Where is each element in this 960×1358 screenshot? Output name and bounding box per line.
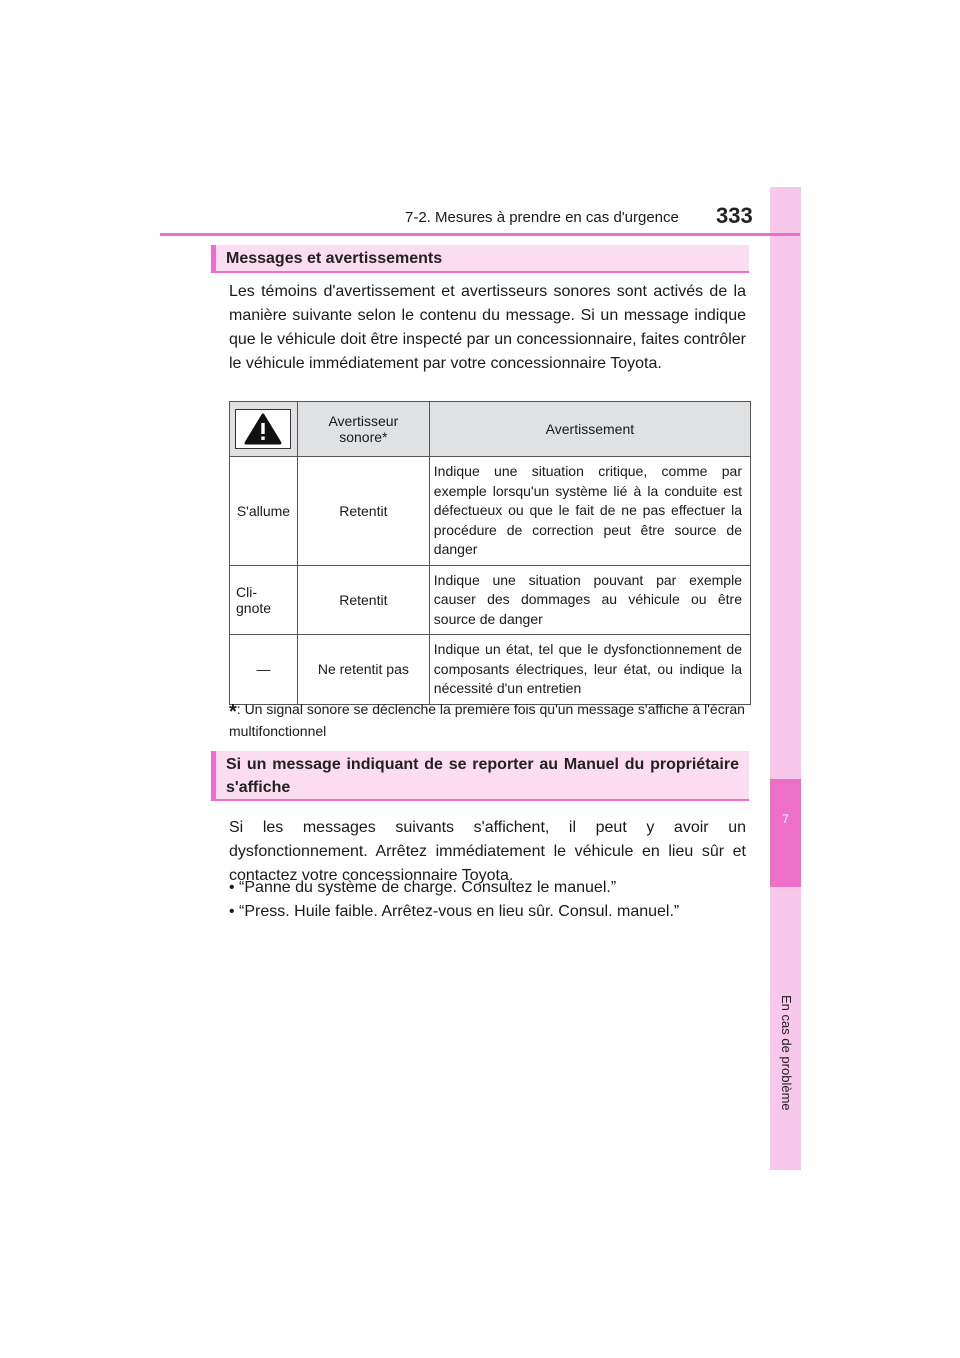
col-header-warning: Avertissement	[429, 402, 750, 457]
list-item: • “Press. Huile faible. Arrêtez-vous en lieu sûr. Consul. manuel.”	[229, 903, 680, 920]
footnote	[229, 700, 749, 741]
section-heading-manual-message: Si un message indiquant de se reporter au Manuel du propriétaire s'affiche	[211, 751, 749, 801]
chapter-label: En cas de problème	[779, 995, 794, 1111]
footnote-text: : Un signal sonore se déclenche la première fois qu'un message s'affiche à l'écran multifonctionnel	[229, 701, 745, 739]
state-cell: S'allume	[230, 457, 298, 566]
col-header-buzzer: Avertisseur sonore*	[297, 402, 429, 457]
chapter-marker	[770, 779, 801, 887]
warning-triangle-icon	[235, 409, 291, 449]
buzzer-cell: Retentit	[297, 565, 429, 635]
section-heading-messages: Messages et avertissements	[211, 245, 749, 273]
header-icon-cell	[230, 402, 298, 457]
manual-paragraph: Si les messages suivants s'affichent, il peut y avoir un dysfonctionnement. Arrêtez immédiatement le véhicule en lieu sûr et contactez votre concessionnaire Toyota.	[229, 819, 746, 884]
table-row	[230, 565, 751, 635]
table-header-row	[230, 402, 751, 457]
page-number: 333	[716, 203, 753, 228]
state-cell: Cli-gnote	[230, 565, 298, 635]
footnote-marker: *	[229, 701, 237, 723]
table-row	[230, 635, 751, 705]
description-cell: Indique une situation critique, comme par exemple lorsqu'un système lié à la conduite est défectueux ou que le fait de ne pas effectuer la procédure de correction peut être source de danger	[429, 457, 750, 566]
description-cell: Indique une situation pouvant par exemple causer des dommages au véhicule ou être source de danger	[429, 565, 750, 635]
chapter-title: 7-2. Mesures à prendre en cas d'urgence	[405, 209, 679, 226]
chapter-side-tab	[770, 187, 801, 1170]
buzzer-cell: Retentit	[297, 457, 429, 566]
chapter-number: 7	[782, 812, 789, 826]
table-row	[230, 457, 751, 566]
header-rule	[160, 233, 800, 236]
description-cell: Indique un état, tel que le dysfonctionnement de composants électriques, leur état, ou indique la nécessité d'un entretien	[429, 635, 750, 705]
warning-table	[229, 401, 751, 705]
intro-paragraph: Les témoins d'avertissement et avertisseurs sonores sont activés de la manière suivante selon le contenu du message. Si un message indique que le véhicule doit être inspecté par un concessionnaire, faites contrôler le véhicule immédiatement par votre concessionnaire Toyota.	[229, 283, 746, 372]
state-cell: —	[230, 635, 298, 705]
buzzer-cell: Ne retentit pas	[297, 635, 429, 705]
list-item: • “Panne du système de charge. Consultez le manuel.”	[229, 879, 617, 896]
